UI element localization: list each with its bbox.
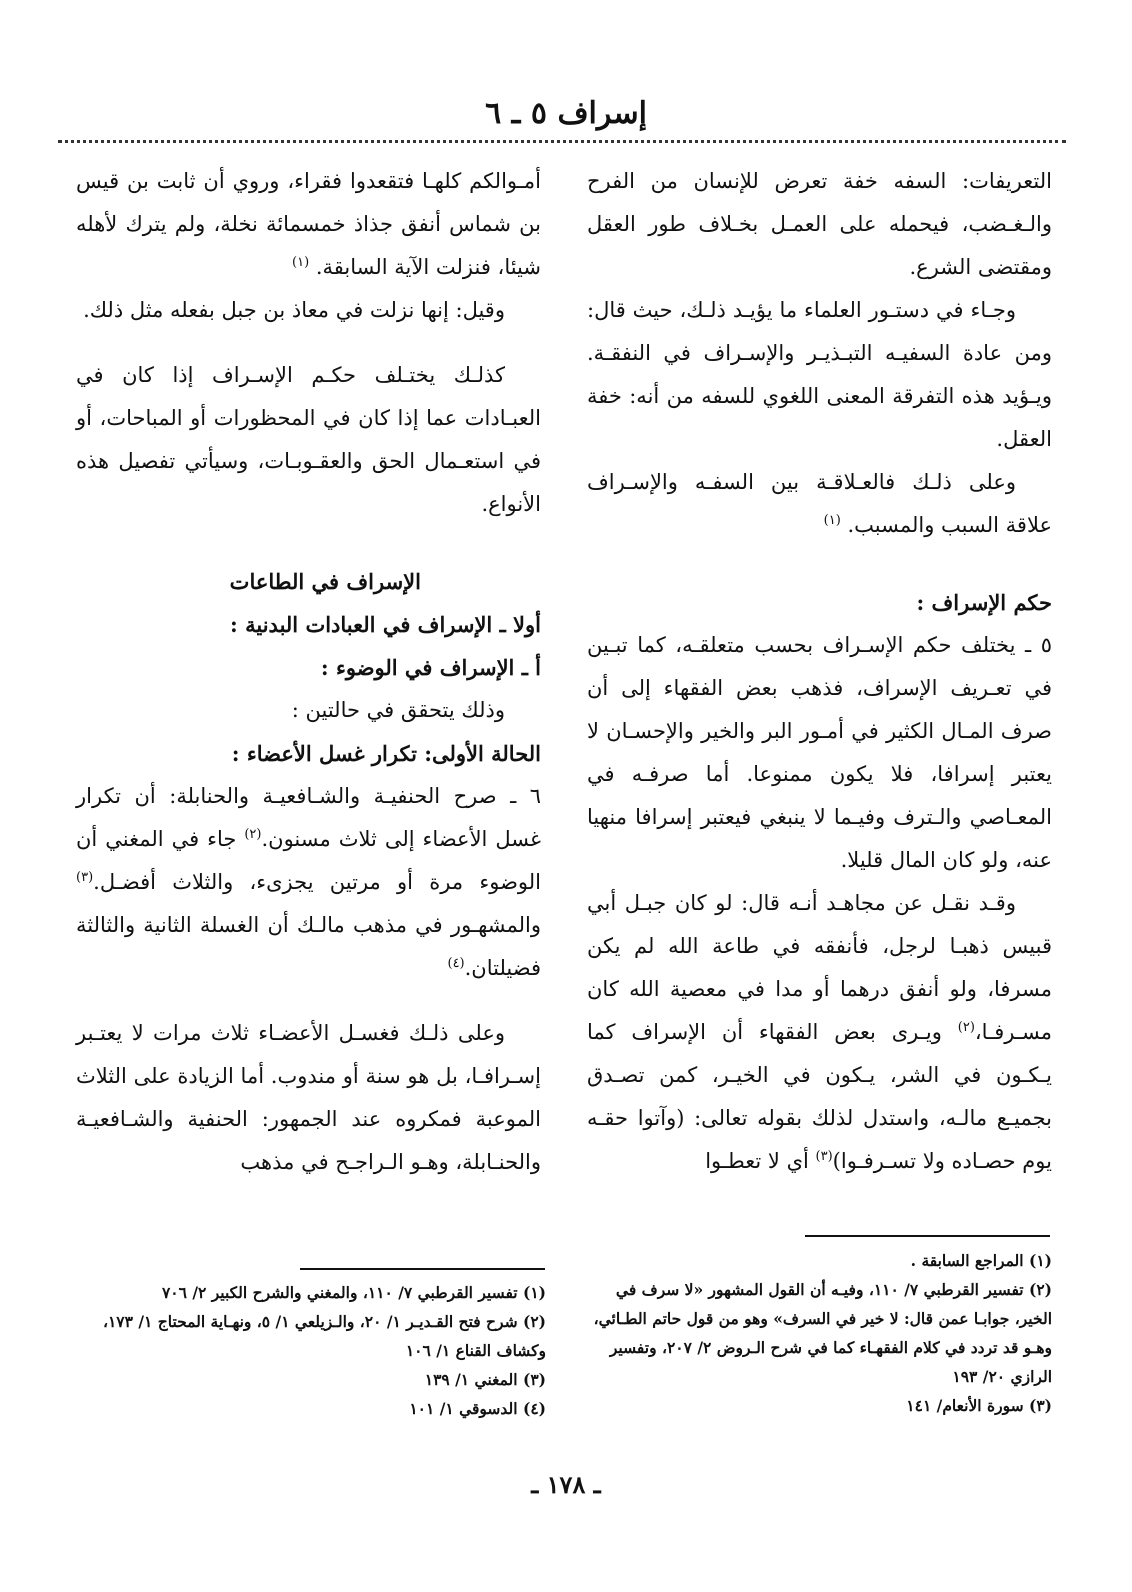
paragraph-washing-text-b: جاء في المغني أن الوضوء مرة أو مرتين يجزىء، والثلاث أفضـل. bbox=[76, 827, 541, 894]
footnote-item: (٤) الدسوقي ١/ ١٠١ bbox=[409, 1399, 546, 1418]
footnote-item: (١) تفسير القرطبي ٧/ ١١٠، والمغني والشرح الكبير ٢/ ٧٠٦ bbox=[161, 1283, 546, 1302]
paragraph-mujahid-text-b: ويـرى بعض الفقهاء أن الإسراف كما يـكـون في الشر، يـكون في الخيـر، كمن تصـدق بجميـع مالـه، واستدل لذلك بقوله تعالى: (وآتوا حقـه يوم حصـاده ولا تسـرفـوا) bbox=[587, 1020, 1052, 1173]
footnote-divider-right bbox=[805, 1235, 1050, 1237]
footnote-divider-left bbox=[300, 1268, 545, 1270]
left-column bbox=[76, 160, 541, 1184]
paragraph-mujahid bbox=[587, 882, 1052, 1183]
footnote-ref: (١) bbox=[823, 513, 841, 528]
paragraph-two-cases: وذلك يتحقق في حالتين : bbox=[291, 698, 505, 722]
right-column bbox=[587, 160, 1052, 1183]
page-number: ـ ١٧٨ ـ bbox=[531, 1470, 601, 1499]
paragraph-washing bbox=[76, 775, 541, 990]
footnote-ref: (٣) bbox=[815, 1149, 833, 1164]
footnote-item: (٣) المغني ١/ ١٣٩ bbox=[424, 1370, 546, 1389]
heading-excess-in-worship: الإسراف في الطاعات bbox=[229, 569, 421, 594]
paragraph-wealth bbox=[76, 160, 541, 289]
paragraph-categories: كذلـك يختـلف حكـم الإسـراف إذا كان في العبـادات عما إذا كان في المحظورات أو المباحات، أو في استعـمال الحق والعقـوبـات، وسيأتي تفصيل هذه الأنواع. bbox=[76, 363, 541, 516]
heading-bodily-worship: أولا ـ الإسراف في العبادات البدنية : bbox=[230, 612, 541, 637]
footnotes-right bbox=[582, 1246, 1052, 1420]
footnote-item: (٣) سورة الأنعام/ ١٤١ bbox=[906, 1396, 1052, 1415]
footnote-ref: (١) bbox=[292, 255, 310, 270]
heading-first-case: الحالة الأولى: تكرار غسل الأعضاء : bbox=[231, 741, 541, 766]
paragraph-washing-text-c: والمشهـور في مذهب مالـك أن الغسلة الثانية والثالثة فضيلتان. bbox=[76, 913, 541, 980]
heading-ablution: أ ـ الإسراف في الوضوء : bbox=[320, 655, 541, 680]
page-header-title: إسراف ٥ ـ ٦ bbox=[485, 96, 647, 131]
footnote-ref: (٢) bbox=[957, 1020, 975, 1035]
footnote-item: (٢) شرح فتح القـديـر ١/ ٢٠، والـزيلعي ١/ ٥، ونهـاية المحتاج ١/ ١٧٣، وكشاف القناع ١/ ١٠٦ bbox=[102, 1312, 546, 1360]
paragraph-mujahid-text-a: وقـد نقـل عن مجاهـد أنـه قال: لو كان جبـل أبي قبيس ذهبـا لرجل، فأنفقه في طاعة الله لم يكن مسرفا، ولو أنفق درهما أو مدا في معصية الله كان مسـرفـا، bbox=[587, 891, 1052, 1044]
paragraph-muadh: وقيل: إنها نزلت في معاذ بن جبل بفعله مثل ذلك. bbox=[83, 298, 505, 322]
footnote-ref: (٤) bbox=[447, 956, 465, 971]
paragraph-wealth-text: أمـوالكم كلهـا فتقعدوا فقراء، وروي أن ثابت بن قيس بن شماس أنفق جذاذ خمسمائة نخلة، ولم يترك لأهله شيئا، فنزلت الآية السابقة. bbox=[76, 169, 541, 279]
paragraph-three-times: وعلى ذلـك فغسـل الأعضـاء ثلاث مرات لا يعتـبر إسـرافـا، بل هو سنة أو مندوب. أما الزيادة على الثلاث الموعبة فمكروه عند الجمهور: الحنفية والشـافعيـة والحنـابلة، وهـو الـراجـح في مذهب bbox=[76, 1021, 541, 1174]
footnote-item: (١) المراجع السابقة . bbox=[910, 1251, 1052, 1270]
paragraph-relation bbox=[587, 461, 1052, 547]
section-heading-ruling: حكم الإسراف : bbox=[916, 590, 1052, 615]
paragraph-ruling: ٥ ـ يختلف حكم الإسـراف بحسب متعلقـه، كما تبـين في تعـريف الإسراف، فذهب بعض الفقهاء إلى أن صرف المـال الكثير في أمـور البر والخير والإحسـان لا يعتبر إسرافا، فلا يكون ممنوعا. أما صرفـه في المعـاصي والـترف وفيـما لا ينبغي فيعتبر إسرافا منهيا عنه، ولو كان المال قليلا. bbox=[587, 633, 1052, 872]
header-dotted-rule bbox=[58, 140, 1066, 143]
paragraph-washing-text-a: ٦ ـ صرح الحنفيـة والشـافعيـة والحنابلة: أن تكرار غسل الأعضاء إلى ثلاث مسنون. bbox=[76, 784, 541, 851]
footnotes-left bbox=[76, 1278, 546, 1423]
footnote-item: (٢) تفسير القرطبي ٧/ ١١٠، وفيـه أن القول المشهور «لا سرف في الخير، جوابـا عمن قال: لا خير في السرف» وهو من قول حاتم الطـائي، وهـو قد تردد في كلام الفقهـاء كما في شرح الـروض ٢/ ٢٠٧، وتفسير الرازي ٢٠/ ١٩٣ bbox=[593, 1280, 1052, 1386]
footnote-ref: (٣) bbox=[76, 870, 94, 885]
paragraph-mujahid-text-c: أي لا تعطـوا bbox=[705, 1149, 816, 1173]
paragraph-definitions: التعريفات: السفه خفة تعرض للإنسان من الفرح والـغـضب، فيحمله على العمـل بخـلاف طور العقل ومقتضى الشرع. bbox=[587, 169, 1052, 279]
footnote-ref: (٢) bbox=[244, 827, 262, 842]
paragraph-relation-text: وعلى ذلـك فالعـلاقـة بين السفـه والإسـراف علاقة السبب والمسبب. bbox=[587, 470, 1052, 537]
paragraph-dustur: وجـاء في دستـور العلماء ما يؤيـد ذلـك، حيث قال: ومن عادة السفيـه التبـذيـر والإسـراف في النفقـة. ويـؤيد هذه التفرقة المعنى اللغوي للسفه من أنه: خفة العقل. bbox=[587, 298, 1052, 451]
